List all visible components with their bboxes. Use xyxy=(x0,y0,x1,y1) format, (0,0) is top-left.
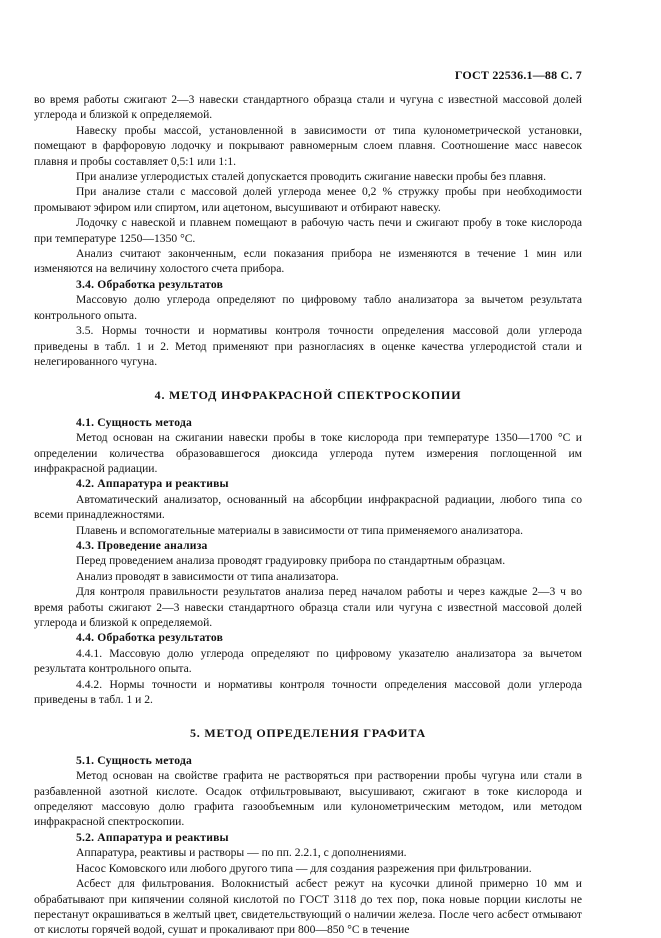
paragraph: Асбест для фильтрования. Волокнистый асбест режут на кусочки длиной примерно 10 мм и обрабатывают при кипячении соляной кислотой по ГОСТ 3118 до тех пор, пока новые порции кислоты не перестанут окрашиваться в желтый цвет, свидетельствующий о наличии железа. После чего асбест отмывают от кислоты горячей водой, сушат и прокаливают при 800—850 °С в течение xyxy=(34,877,582,937)
spacer xyxy=(34,404,582,415)
section-heading: 5. МЕТОД ОПРЕДЕЛЕНИЯ ГРАФИТА xyxy=(189,726,426,741)
paragraph: Для контроля правильности результатов анализа перед началом работы и через каждые 2—3 ч во время работы сжигают 2—3 навески стандартного образца стали или чугуна с известной массовой долей углерода и близкой к определяемой. xyxy=(34,585,582,629)
paragraph: Метод основан на свойстве графита не растворяться при растворении пробы чугуна или стали в разбавленной азотной кислоте. Осадок отфильтровывают, высушивают, сжигают в токе кислорода и определяют массовую долю графита газообъемным или кулонометрическим методом, или методом инфракрасной спектроскопии. xyxy=(34,769,582,829)
paragraph: 4.4.1. Массовую долю углерода определяют по цифровому указателю анализатора за вычетом результата контрольного опыта. xyxy=(34,646,582,676)
subsection-heading: 4.2. Аппаратура и реактивы xyxy=(76,477,229,491)
spacer xyxy=(34,742,582,753)
subsection-heading: 5.1. Сущность метода xyxy=(76,753,193,767)
paragraph: Навеску пробы массой, установленной в зависимости от типа кулонометрической установки, помещают в фарфоровую лодочку и покрывают равномерным слоем плавня. Соотношение масс навесок плавня и пробы составляет 0,5:1 или 1:1. xyxy=(34,123,582,168)
subsection-heading: 4.1. Сущность метода xyxy=(76,415,193,429)
section-heading: 4. МЕТОД ИНФРАКРАСНОЙ СПЕКТРОСКОПИИ xyxy=(154,388,462,403)
paragraph: Массовую долю углерода определяют по цифровому табло анализатора за вычетом результата контрольного опыта. xyxy=(34,293,582,322)
paragraph: Анализ проводят в зависимости от типа анализатора. xyxy=(76,569,339,583)
paragraph: Насос Комовского или любого другого типа — для создания разрежения при фильтровании. xyxy=(76,861,532,875)
subsection-heading: 3.4. Обработка результатов xyxy=(76,277,224,291)
document-body xyxy=(34,92,582,938)
page-header: ГОСТ 22536.1—88 С. 7 xyxy=(454,68,582,82)
paragraph: Анализ считают законченным, если показания прибора не изменяются в течение 1 мин или изменяются на величину холостого счета прибора. xyxy=(34,247,582,276)
subsection-heading: 5.2. Аппаратура и реактивы xyxy=(76,830,229,844)
paragraph: При анализе стали с массовой долей углерода менее 0,2 % стружку пробы при необходимости промывают эфиром или спиртом, или ацетоном, высушивают и отбирают навеску. xyxy=(34,185,582,214)
paragraph: Плавень и вспомогательные материалы в зависимости от типа применяемого анализатора. xyxy=(76,523,524,537)
spacer xyxy=(34,707,582,726)
paragraph: При анализе углеродистых сталей допускается проводить сжигание навески пробы без плавня. xyxy=(76,170,546,184)
paragraph: во время работы сжигают 2—3 навески стандартного образца стали и чугуна с известной массовой долей углерода и близкой к определяемой. xyxy=(34,93,582,122)
paragraph: Перед проведением анализа проводят градуировку прибора по стандартным образцам. xyxy=(76,554,506,568)
paragraph: 4.4.2. Нормы точности и нормативы контроля точности определения массовой доли углерода приведены в табл. 1 и 2. xyxy=(34,677,582,707)
paragraph: 3.5. Нормы точности и нормативы контроля точности определения массовой доли углерода приведены в табл. 1 и 2. Метод применяют при разногласиях в оценке качества углеродистой стали и нелегированного чугуна. xyxy=(34,324,582,368)
paragraph: Аппаратура, реактивы и растворы — по пп. 2.2.1, с дополнениями. xyxy=(76,846,407,860)
paragraph: Метод основан на сжигании навески пробы в токе кислорода при температуре 1350—1700 °С и определении количества образовавшегося диоксида углерода путем измерения поглощенной им инфракрасной радиации. xyxy=(34,431,582,475)
paragraph: Автоматический анализатор, основанный на абсорбции инфракрасной радиации, любого типа со всеми принадлежностями. xyxy=(34,492,582,522)
spacer xyxy=(34,369,582,388)
subsection-heading: 4.4. Обработка результатов xyxy=(76,631,224,645)
subsection-heading: 4.3. Проведение анализа xyxy=(76,538,208,552)
paragraph: Лодочку с навеской и плавнем помещают в рабочую часть печи и сжигают пробу в токе кислорода при температуре 1250—1350 °С. xyxy=(34,216,582,245)
